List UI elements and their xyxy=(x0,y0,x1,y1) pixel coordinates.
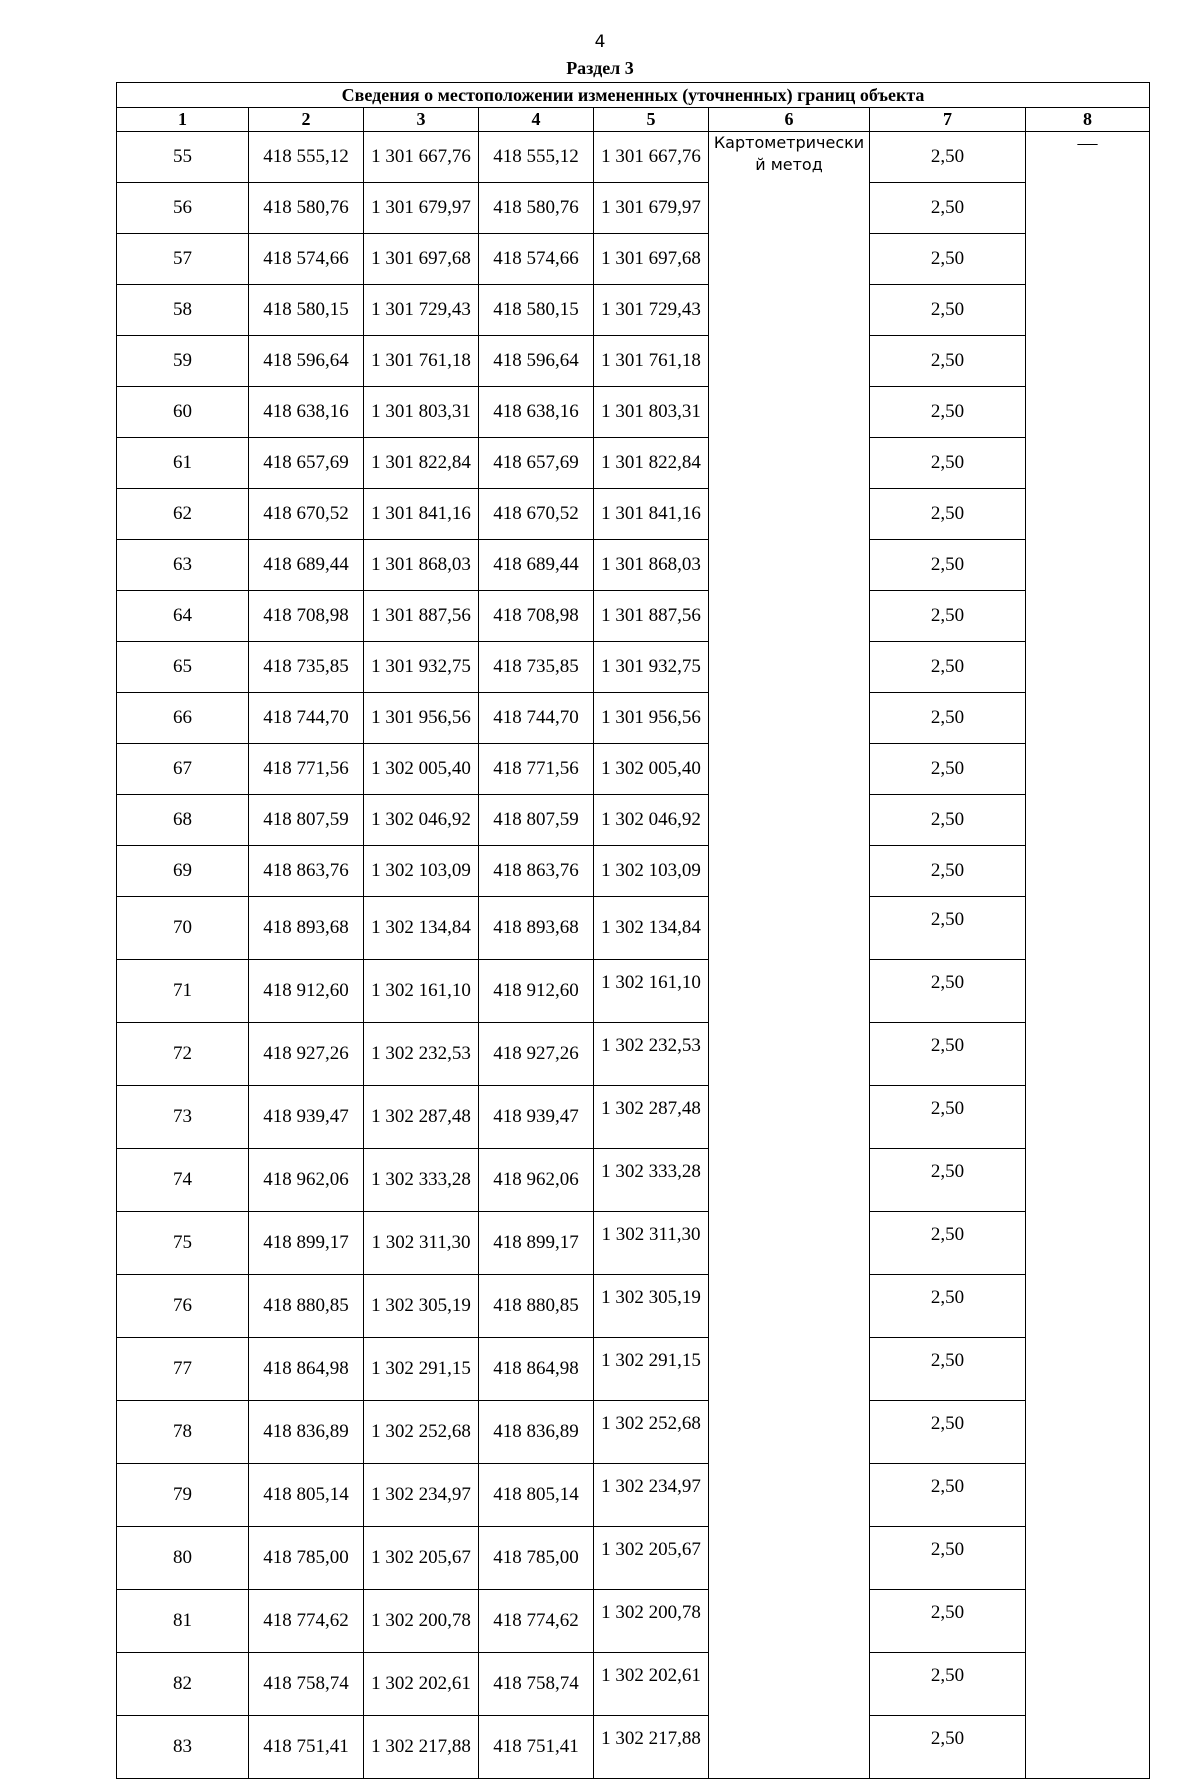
existing-x-coordinate: 418 638,16 xyxy=(249,387,364,438)
existing-x-coordinate: 418 735,85 xyxy=(249,642,364,693)
updated-x-coordinate: 418 864,98 xyxy=(479,1338,594,1401)
table-row xyxy=(117,693,1150,744)
column-number: 3 xyxy=(364,108,479,132)
point-number: 66 xyxy=(117,693,249,744)
table-row xyxy=(117,1338,1150,1401)
point-number: 76 xyxy=(117,1275,249,1338)
existing-y-coordinate: 1 301 761,18 xyxy=(364,336,479,387)
table-row xyxy=(117,897,1150,960)
existing-x-coordinate: 418 771,56 xyxy=(249,744,364,795)
method-cell: Картометрический метод xyxy=(709,132,870,1779)
table-row xyxy=(117,1716,1150,1779)
accuracy-value: 2,50 xyxy=(870,1653,1026,1716)
table-row xyxy=(117,1527,1150,1590)
updated-y-coordinate: 1 301 822,84 xyxy=(594,438,709,489)
point-number: 61 xyxy=(117,438,249,489)
updated-x-coordinate: 418 657,69 xyxy=(479,438,594,489)
accuracy-value: 2,50 xyxy=(870,1086,1026,1149)
existing-y-coordinate: 1 301 868,03 xyxy=(364,540,479,591)
existing-x-coordinate: 418 899,17 xyxy=(249,1212,364,1275)
column-number: 2 xyxy=(249,108,364,132)
updated-y-coordinate: 1 301 803,31 xyxy=(594,387,709,438)
existing-y-coordinate: 1 302 305,19 xyxy=(364,1275,479,1338)
existing-x-coordinate: 418 758,74 xyxy=(249,1653,364,1716)
existing-y-coordinate: 1 302 333,28 xyxy=(364,1149,479,1212)
point-number: 78 xyxy=(117,1401,249,1464)
point-number: 74 xyxy=(117,1149,249,1212)
updated-x-coordinate: 418 863,76 xyxy=(479,846,594,897)
existing-y-coordinate: 1 301 667,76 xyxy=(364,132,479,183)
point-number: 59 xyxy=(117,336,249,387)
existing-y-coordinate: 1 301 822,84 xyxy=(364,438,479,489)
table-row xyxy=(117,744,1150,795)
table-row xyxy=(117,1149,1150,1212)
existing-y-coordinate: 1 301 932,75 xyxy=(364,642,479,693)
accuracy-value: 2,50 xyxy=(870,642,1026,693)
accuracy-value: 2,50 xyxy=(870,795,1026,846)
column-number: 1 xyxy=(117,108,249,132)
existing-y-coordinate: 1 302 234,97 xyxy=(364,1464,479,1527)
accuracy-value: 2,50 xyxy=(870,438,1026,489)
existing-x-coordinate: 418 670,52 xyxy=(249,489,364,540)
column-number: 5 xyxy=(594,108,709,132)
updated-y-coordinate: 1 302 205,67 xyxy=(594,1527,709,1590)
updated-x-coordinate: 418 771,56 xyxy=(479,744,594,795)
updated-y-coordinate: 1 301 697,68 xyxy=(594,234,709,285)
updated-y-coordinate: 1 301 667,76 xyxy=(594,132,709,183)
updated-y-coordinate: 1 302 005,40 xyxy=(594,744,709,795)
existing-x-coordinate: 418 805,14 xyxy=(249,1464,364,1527)
point-number: 83 xyxy=(117,1716,249,1779)
table-row xyxy=(117,540,1150,591)
updated-y-coordinate: 1 301 841,16 xyxy=(594,489,709,540)
existing-x-coordinate: 418 596,64 xyxy=(249,336,364,387)
point-number: 58 xyxy=(117,285,249,336)
table-row xyxy=(117,1653,1150,1716)
point-number: 65 xyxy=(117,642,249,693)
table-row xyxy=(117,285,1150,336)
table-row xyxy=(117,438,1150,489)
table-row xyxy=(117,960,1150,1023)
note-cell: — xyxy=(1026,132,1150,1779)
existing-y-coordinate: 1 301 956,56 xyxy=(364,693,479,744)
existing-y-coordinate: 1 302 232,53 xyxy=(364,1023,479,1086)
existing-x-coordinate: 418 927,26 xyxy=(249,1023,364,1086)
accuracy-value: 2,50 xyxy=(870,744,1026,795)
updated-x-coordinate: 418 836,89 xyxy=(479,1401,594,1464)
updated-y-coordinate: 1 302 333,28 xyxy=(594,1149,709,1212)
table-row xyxy=(117,336,1150,387)
boundary-coordinates-table xyxy=(116,82,1150,1779)
existing-x-coordinate: 418 863,76 xyxy=(249,846,364,897)
existing-y-coordinate: 1 302 202,61 xyxy=(364,1653,479,1716)
point-number: 75 xyxy=(117,1212,249,1275)
table-row xyxy=(117,1212,1150,1275)
updated-x-coordinate: 418 638,16 xyxy=(479,387,594,438)
updated-x-coordinate: 418 708,98 xyxy=(479,591,594,642)
updated-y-coordinate: 1 302 232,53 xyxy=(594,1023,709,1086)
accuracy-value: 2,50 xyxy=(870,960,1026,1023)
updated-x-coordinate: 418 927,26 xyxy=(479,1023,594,1086)
accuracy-value: 2,50 xyxy=(870,1527,1026,1590)
existing-y-coordinate: 1 302 287,48 xyxy=(364,1086,479,1149)
table-row xyxy=(117,1464,1150,1527)
updated-y-coordinate: 1 301 761,18 xyxy=(594,336,709,387)
updated-x-coordinate: 418 939,47 xyxy=(479,1086,594,1149)
accuracy-value: 2,50 xyxy=(870,540,1026,591)
accuracy-value: 2,50 xyxy=(870,1401,1026,1464)
point-number: 64 xyxy=(117,591,249,642)
point-number: 70 xyxy=(117,897,249,960)
existing-y-coordinate: 1 302 200,78 xyxy=(364,1590,479,1653)
column-number: 4 xyxy=(479,108,594,132)
table-row xyxy=(117,183,1150,234)
existing-x-coordinate: 418 880,85 xyxy=(249,1275,364,1338)
existing-x-coordinate: 418 785,00 xyxy=(249,1527,364,1590)
table-row xyxy=(117,1401,1150,1464)
updated-x-coordinate: 418 758,74 xyxy=(479,1653,594,1716)
point-number: 62 xyxy=(117,489,249,540)
point-number: 57 xyxy=(117,234,249,285)
point-number: 79 xyxy=(117,1464,249,1527)
existing-x-coordinate: 418 912,60 xyxy=(249,960,364,1023)
accuracy-value: 2,50 xyxy=(870,234,1026,285)
table-body xyxy=(117,132,1150,1779)
updated-y-coordinate: 1 302 103,09 xyxy=(594,846,709,897)
updated-x-coordinate: 418 912,60 xyxy=(479,960,594,1023)
point-number: 80 xyxy=(117,1527,249,1590)
column-number: 6 xyxy=(709,108,870,132)
updated-y-coordinate: 1 302 287,48 xyxy=(594,1086,709,1149)
accuracy-value: 2,50 xyxy=(870,132,1026,183)
existing-x-coordinate: 418 574,66 xyxy=(249,234,364,285)
updated-x-coordinate: 418 774,62 xyxy=(479,1590,594,1653)
existing-x-coordinate: 418 580,76 xyxy=(249,183,364,234)
table-row xyxy=(117,795,1150,846)
point-number: 72 xyxy=(117,1023,249,1086)
updated-x-coordinate: 418 880,85 xyxy=(479,1275,594,1338)
accuracy-value: 2,50 xyxy=(870,591,1026,642)
existing-x-coordinate: 418 744,70 xyxy=(249,693,364,744)
updated-y-coordinate: 1 301 868,03 xyxy=(594,540,709,591)
point-number: 71 xyxy=(117,960,249,1023)
table-row xyxy=(117,642,1150,693)
updated-x-coordinate: 418 744,70 xyxy=(479,693,594,744)
point-number: 68 xyxy=(117,795,249,846)
point-number: 56 xyxy=(117,183,249,234)
existing-y-coordinate: 1 302 161,10 xyxy=(364,960,479,1023)
accuracy-value: 2,50 xyxy=(870,1023,1026,1086)
updated-y-coordinate: 1 302 311,30 xyxy=(594,1212,709,1275)
updated-y-coordinate: 1 301 887,56 xyxy=(594,591,709,642)
existing-x-coordinate: 418 751,41 xyxy=(249,1716,364,1779)
existing-y-coordinate: 1 302 252,68 xyxy=(364,1401,479,1464)
table-row xyxy=(117,1590,1150,1653)
existing-y-coordinate: 1 302 046,92 xyxy=(364,795,479,846)
accuracy-value: 2,50 xyxy=(870,387,1026,438)
existing-y-coordinate: 1 301 803,31 xyxy=(364,387,479,438)
table-row xyxy=(117,1086,1150,1149)
updated-x-coordinate: 418 555,12 xyxy=(479,132,594,183)
updated-y-coordinate: 1 302 234,97 xyxy=(594,1464,709,1527)
table-row xyxy=(117,1275,1150,1338)
existing-x-coordinate: 418 893,68 xyxy=(249,897,364,960)
table-row xyxy=(117,489,1150,540)
updated-x-coordinate: 418 785,00 xyxy=(479,1527,594,1590)
existing-x-coordinate: 418 807,59 xyxy=(249,795,364,846)
updated-y-coordinate: 1 302 217,88 xyxy=(594,1716,709,1779)
existing-x-coordinate: 418 555,12 xyxy=(249,132,364,183)
existing-y-coordinate: 1 302 291,15 xyxy=(364,1338,479,1401)
table-row xyxy=(117,1023,1150,1086)
updated-x-coordinate: 418 899,17 xyxy=(479,1212,594,1275)
existing-x-coordinate: 418 689,44 xyxy=(249,540,364,591)
point-number: 82 xyxy=(117,1653,249,1716)
existing-y-coordinate: 1 302 311,30 xyxy=(364,1212,479,1275)
existing-x-coordinate: 418 657,69 xyxy=(249,438,364,489)
updated-x-coordinate: 418 751,41 xyxy=(479,1716,594,1779)
updated-x-coordinate: 418 580,15 xyxy=(479,285,594,336)
accuracy-value: 2,50 xyxy=(870,897,1026,960)
point-number: 81 xyxy=(117,1590,249,1653)
updated-y-coordinate: 1 302 305,19 xyxy=(594,1275,709,1338)
accuracy-value: 2,50 xyxy=(870,1212,1026,1275)
accuracy-value: 2,50 xyxy=(870,693,1026,744)
updated-y-coordinate: 1 301 956,56 xyxy=(594,693,709,744)
updated-x-coordinate: 418 893,68 xyxy=(479,897,594,960)
page-number: 4 xyxy=(594,32,606,52)
updated-y-coordinate: 1 302 161,10 xyxy=(594,960,709,1023)
updated-x-coordinate: 418 596,64 xyxy=(479,336,594,387)
existing-y-coordinate: 1 302 205,67 xyxy=(364,1527,479,1590)
updated-x-coordinate: 418 580,76 xyxy=(479,183,594,234)
accuracy-value: 2,50 xyxy=(870,1275,1026,1338)
table-caption: Сведения о местоположении измененных (уточненных) границ объекта xyxy=(117,83,1150,108)
accuracy-value: 2,50 xyxy=(870,285,1026,336)
updated-x-coordinate: 418 689,44 xyxy=(479,540,594,591)
updated-x-coordinate: 418 670,52 xyxy=(479,489,594,540)
accuracy-value: 2,50 xyxy=(870,846,1026,897)
column-number: 8 xyxy=(1026,108,1150,132)
accuracy-value: 2,50 xyxy=(870,489,1026,540)
table-row xyxy=(117,591,1150,642)
existing-x-coordinate: 418 962,06 xyxy=(249,1149,364,1212)
updated-y-coordinate: 1 301 729,43 xyxy=(594,285,709,336)
table-row xyxy=(117,846,1150,897)
accuracy-value: 2,50 xyxy=(870,1338,1026,1401)
updated-x-coordinate: 418 807,59 xyxy=(479,795,594,846)
existing-x-coordinate: 418 864,98 xyxy=(249,1338,364,1401)
point-number: 55 xyxy=(117,132,249,183)
updated-x-coordinate: 418 962,06 xyxy=(479,1149,594,1212)
column-number-row xyxy=(117,108,1150,132)
point-number: 60 xyxy=(117,387,249,438)
section-title: Раздел 3 xyxy=(566,58,634,78)
accuracy-value: 2,50 xyxy=(870,183,1026,234)
table-row xyxy=(117,234,1150,285)
column-number: 7 xyxy=(870,108,1026,132)
existing-x-coordinate: 418 708,98 xyxy=(249,591,364,642)
updated-x-coordinate: 418 805,14 xyxy=(479,1464,594,1527)
updated-y-coordinate: 1 302 291,15 xyxy=(594,1338,709,1401)
existing-y-coordinate: 1 302 005,40 xyxy=(364,744,479,795)
updated-y-coordinate: 1 301 679,97 xyxy=(594,183,709,234)
existing-x-coordinate: 418 836,89 xyxy=(249,1401,364,1464)
table-row xyxy=(117,387,1150,438)
updated-y-coordinate: 1 302 252,68 xyxy=(594,1401,709,1464)
accuracy-value: 2,50 xyxy=(870,1716,1026,1779)
existing-y-coordinate: 1 301 729,43 xyxy=(364,285,479,336)
table-row xyxy=(117,132,1150,183)
existing-x-coordinate: 418 580,15 xyxy=(249,285,364,336)
updated-y-coordinate: 1 301 932,75 xyxy=(594,642,709,693)
accuracy-value: 2,50 xyxy=(870,1590,1026,1653)
point-number: 73 xyxy=(117,1086,249,1149)
point-number: 77 xyxy=(117,1338,249,1401)
point-number: 67 xyxy=(117,744,249,795)
updated-y-coordinate: 1 302 134,84 xyxy=(594,897,709,960)
updated-y-coordinate: 1 302 202,61 xyxy=(594,1653,709,1716)
existing-y-coordinate: 1 301 887,56 xyxy=(364,591,479,642)
updated-x-coordinate: 418 574,66 xyxy=(479,234,594,285)
existing-y-coordinate: 1 302 103,09 xyxy=(364,846,479,897)
updated-y-coordinate: 1 302 200,78 xyxy=(594,1590,709,1653)
existing-y-coordinate: 1 301 679,97 xyxy=(364,183,479,234)
existing-x-coordinate: 418 939,47 xyxy=(249,1086,364,1149)
point-number: 69 xyxy=(117,846,249,897)
accuracy-value: 2,50 xyxy=(870,336,1026,387)
existing-y-coordinate: 1 302 217,88 xyxy=(364,1716,479,1779)
existing-x-coordinate: 418 774,62 xyxy=(249,1590,364,1653)
existing-y-coordinate: 1 301 697,68 xyxy=(364,234,479,285)
point-number: 63 xyxy=(117,540,249,591)
updated-y-coordinate: 1 302 046,92 xyxy=(594,795,709,846)
accuracy-value: 2,50 xyxy=(870,1149,1026,1212)
accuracy-value: 2,50 xyxy=(870,1464,1026,1527)
existing-y-coordinate: 1 302 134,84 xyxy=(364,897,479,960)
existing-y-coordinate: 1 301 841,16 xyxy=(364,489,479,540)
updated-x-coordinate: 418 735,85 xyxy=(479,642,594,693)
